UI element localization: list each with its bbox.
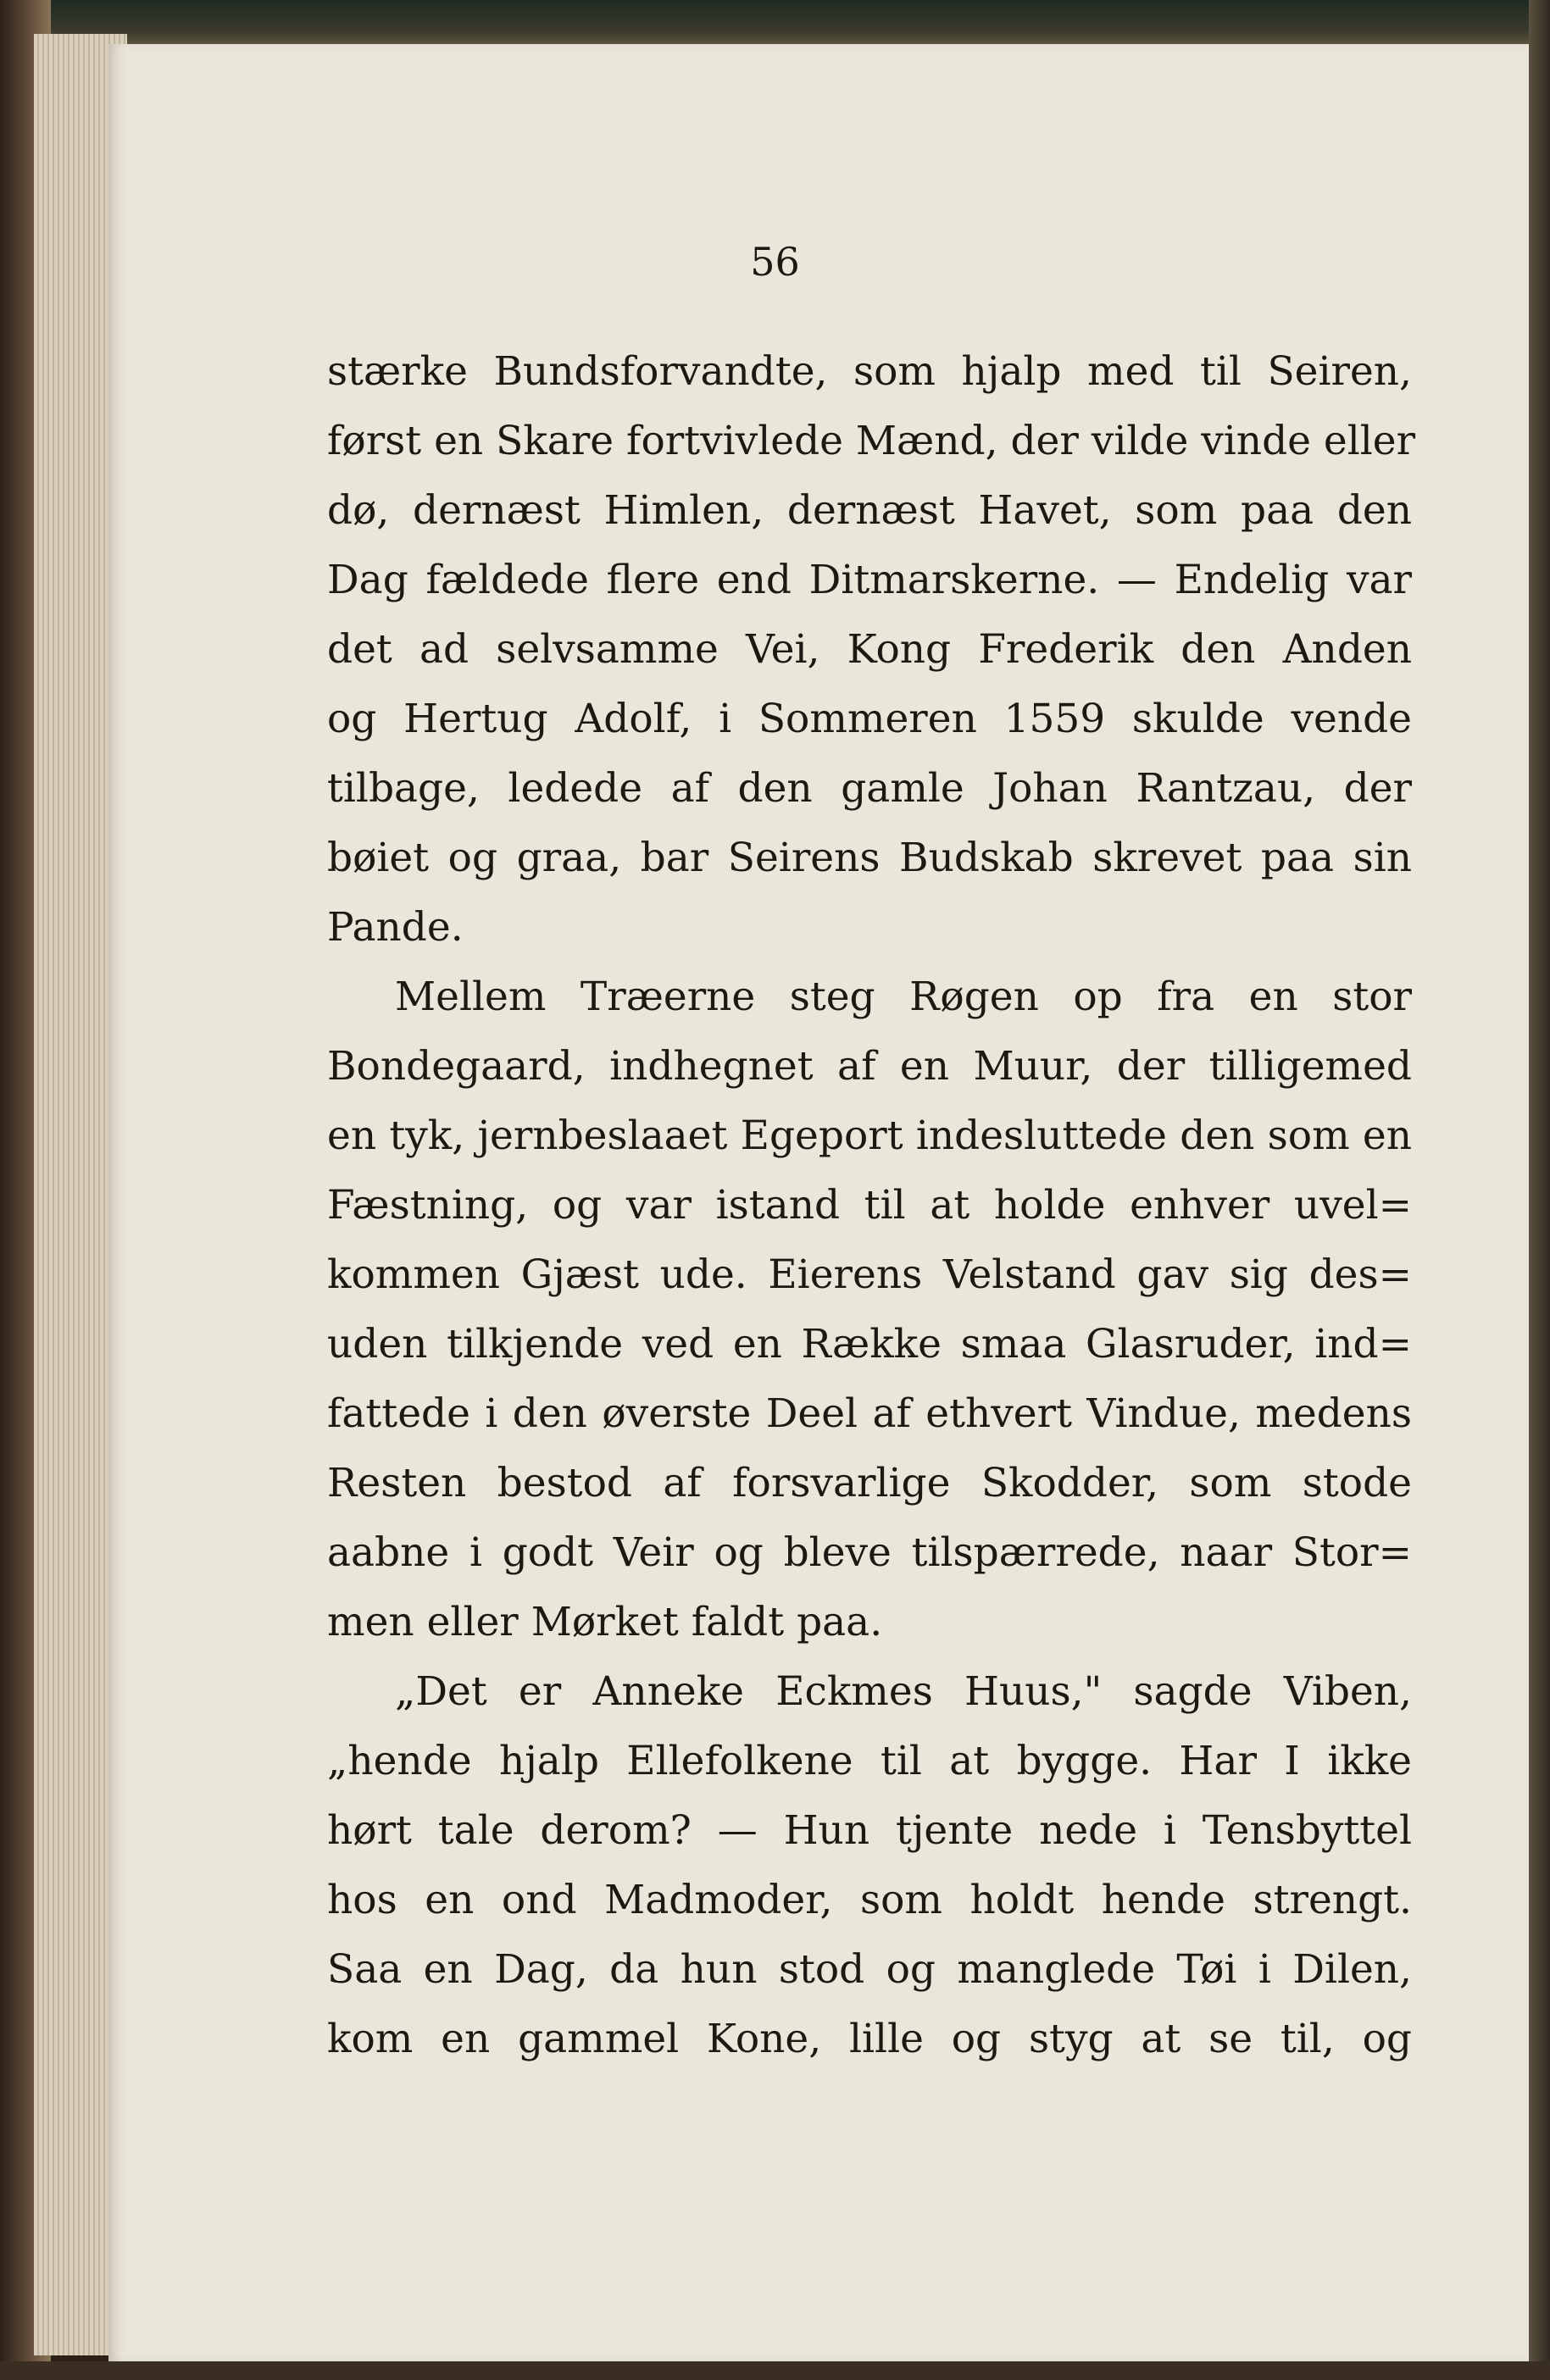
text-line: aabne i godt Veir og bleve tilspærrede, naar Stor= (327, 1529, 1412, 1576)
text-line: Mellem Træerne steg Røgen op fra en stor (395, 974, 1412, 1020)
page-number: 56 (750, 239, 800, 285)
text-line: kommen Gjæst ude. Eierens Velstand gav sig des= (327, 1251, 1412, 1298)
text-line: fattede i den øverste Deel af ethvert Vindue, medens (327, 1390, 1412, 1437)
text-line: Resten bestod af forsvarlige Skodder, som stode (327, 1460, 1412, 1506)
body-text (327, 337, 1416, 2074)
scan-background-right (1529, 0, 1550, 2380)
text-line: først en Skare fortvivlede Mænd, der vilde vinde eller (327, 418, 1416, 464)
scan-background-top (0, 0, 1550, 51)
text-line: og Hertug Adolf, i Sommeren 1559 skulde vende (327, 696, 1412, 742)
scan-background-bottom (0, 2361, 1550, 2380)
text-line: hos en ond Madmoder, som holdt hende strengt. (327, 1877, 1412, 1923)
text-line: tilbage, ledede af den gamle Johan Rantzau, der (327, 765, 1412, 812)
text-line: hørt tale derom? — Hun tjente nede i Tensbyttel (327, 1807, 1412, 1854)
text-line: „hende hjalp Ellefolkene til at bygge. Har I ikke (327, 1738, 1412, 1784)
text-line: Dag fældede flere end Ditmarskerne. — Endelig var (327, 557, 1412, 603)
text-line: Pande. (327, 904, 464, 951)
text-line: Fæstning, og var istand til at holde enhver uvel= (327, 1182, 1412, 1229)
text-line: det ad selvsamme Vei, Kong Frederik den Anden (327, 626, 1412, 673)
text-line: bøiet og graa, bar Seirens Budskab skrevet paa sin (327, 835, 1412, 881)
text-line: kom en gammel Kone, lille og styg at se til, og (327, 2016, 1412, 2062)
text-line: Bondegaard, indhegnet af en Muur, der tilligemed (327, 1043, 1412, 1090)
text-line: uden tilkjende ved en Række smaa Glasruder, ind= (327, 1321, 1412, 1368)
text-line: dø, dernæst Himlen, dernæst Havet, som paa den (327, 487, 1412, 534)
text-line: „Det er Anneke Eckmes Huus," sagde Viben, (395, 1668, 1412, 1715)
text-line: men eller Mørket faldt paa. (327, 1599, 883, 1645)
text-line: Saa en Dag, da hun stod og manglede Tøi i Dilen, (327, 1946, 1412, 1993)
text-line: en tyk, jernbeslaaet Egeport indesluttede den som en (327, 1112, 1412, 1159)
text-line: stærke Bundsforvandte, som hjalp med til Seiren, (327, 348, 1412, 395)
